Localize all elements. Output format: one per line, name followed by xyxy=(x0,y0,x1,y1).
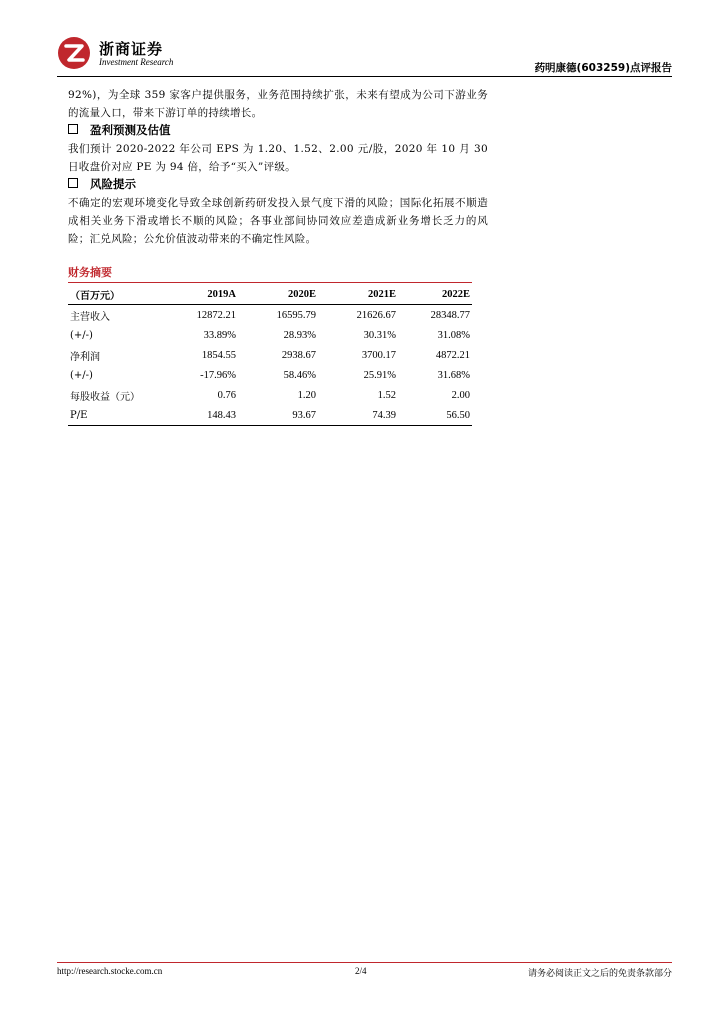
intro-paragraph: 92%)，为全球 359 家客户提供服务，业务范围持续扩张，未来有望成为公司下游业务的流量入口，带来下游订单的持续增长。 xyxy=(68,89,488,119)
row-label: (+/-) xyxy=(70,369,93,381)
table-cell: 30.31% xyxy=(363,329,396,341)
table-cell: 2938.67 xyxy=(281,349,316,361)
section-heading-label: 风险提示 xyxy=(90,177,136,191)
table-cell: 31.68% xyxy=(437,369,470,381)
financial-summary-rule xyxy=(68,282,472,283)
table-cell: 1.20 xyxy=(297,389,316,401)
forecast-paragraph: 我们预计 2020-2022 年公司 EPS 为 1.20、1.52、2.00 元/股，2020 年 10 月 30 日收盘价对应 PE 为 94 倍，给予“买入”评级。 xyxy=(68,143,488,173)
table-row xyxy=(68,385,472,405)
footer-disclaimer: 请务必阅读正文之后的免责条款部分 xyxy=(527,969,672,979)
table-header-cell: 2019A xyxy=(164,284,238,305)
report-title: 药明康德(603259)点评报告 xyxy=(534,62,672,74)
table-row xyxy=(68,365,472,385)
company-logo xyxy=(57,36,217,70)
table-cell: 25.91% xyxy=(363,369,396,381)
table-header-cell: 2020E xyxy=(238,284,318,305)
table-cell: 28348.77 xyxy=(430,309,470,321)
table-cell: 93.67 xyxy=(238,405,318,426)
table-cell: 1854.55 xyxy=(201,349,236,361)
table-cell: 2.00 xyxy=(451,389,470,401)
financial-summary-title: 财务摘要 xyxy=(68,266,112,279)
table-cell: 0.76 xyxy=(217,389,236,401)
section-heading-label: 盈利预测及估值 xyxy=(90,123,171,137)
table-row xyxy=(68,405,472,426)
table-cell: 148.43 xyxy=(164,405,238,426)
table-row xyxy=(68,305,472,326)
page-number: 2/4 xyxy=(355,966,367,976)
table-cell: 21626.67 xyxy=(356,309,396,321)
table-header-cell: 2021E xyxy=(318,284,398,305)
row-label: (+/-) xyxy=(70,329,93,341)
table-header-cell: （百万元） xyxy=(68,284,164,305)
table-cell: 4872.21 xyxy=(435,349,470,361)
table-cell: 56.50 xyxy=(398,405,472,426)
table-cell: 74.39 xyxy=(318,405,398,426)
table-cell: 33.89% xyxy=(203,329,236,341)
header-divider xyxy=(57,76,672,77)
footer-divider xyxy=(57,962,672,963)
risk-paragraph: 不确定的宏观环境变化导致全球创新药研发投入景气度下滑的风险；国际化拓展不顺造成相关业务下滑或增长不顺的风险；各事业部间协同效应差造成新业务增长乏力的风险；汇兑风险；公允价值波动带来的不确定性风险。 xyxy=(68,197,488,245)
table-cell: 58.46% xyxy=(283,369,316,381)
financial-summary-table xyxy=(68,284,472,426)
section-heading-risk xyxy=(68,176,136,194)
table-cell: 3700.17 xyxy=(361,349,396,361)
zheshang-logo-icon xyxy=(57,36,91,70)
logo-text-en: Investment Research xyxy=(99,57,174,67)
table-cell: 16595.79 xyxy=(276,309,316,321)
footer-url[interactable]: http://research.stocke.com.cn xyxy=(57,966,163,976)
table-cell: -17.96% xyxy=(200,369,236,381)
logo-text-cn: 浙商证券 xyxy=(99,40,164,58)
table-row xyxy=(68,345,472,365)
row-label: 主营收入 xyxy=(70,311,110,323)
table-header-row xyxy=(68,284,472,305)
checkbox-bullet-icon xyxy=(68,178,78,188)
checkbox-bullet-icon xyxy=(68,124,78,134)
table-cell: 1.52 xyxy=(377,389,396,401)
section-heading-forecast xyxy=(68,122,171,140)
table-row xyxy=(68,325,472,345)
table-cell: 31.08% xyxy=(437,329,470,341)
row-label: P/E xyxy=(68,405,164,426)
table-cell: 28.93% xyxy=(283,329,316,341)
table-header-cell: 2022E xyxy=(398,284,472,305)
table-cell: 12872.21 xyxy=(196,309,236,321)
row-label: 净利润 xyxy=(70,351,100,363)
row-label: 每股收益（元） xyxy=(70,391,140,403)
